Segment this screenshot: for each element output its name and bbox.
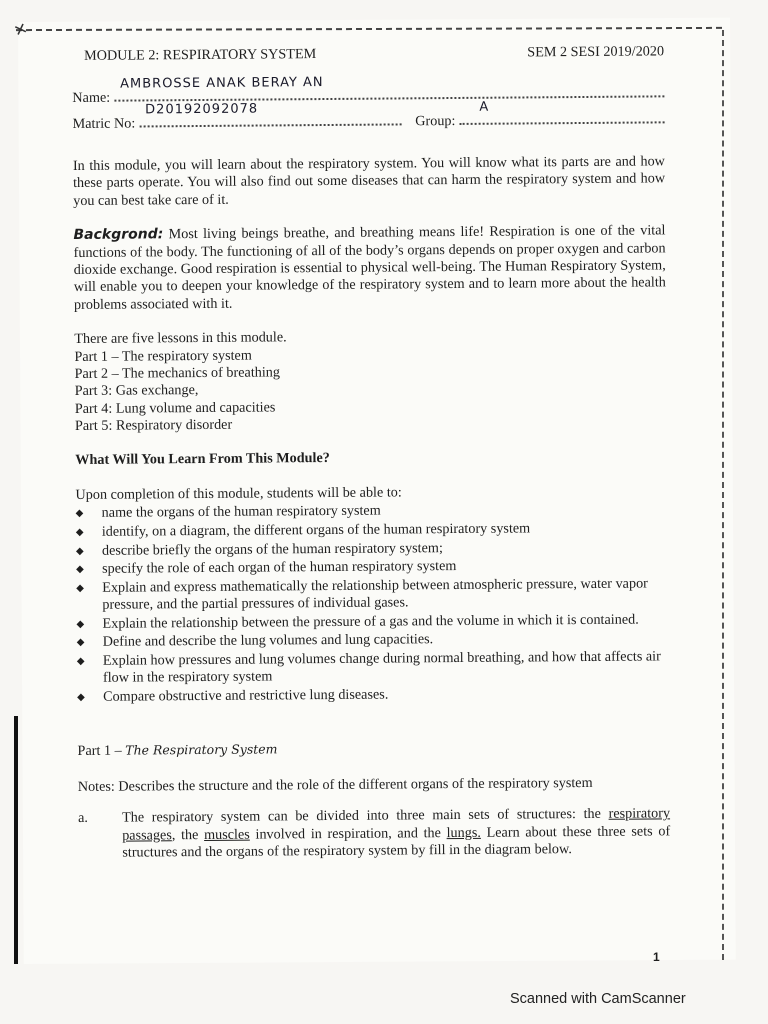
matric-label: Matric No: [72, 115, 136, 132]
perforated-right-edge [722, 30, 724, 960]
underlined-term: lungs. [446, 824, 481, 841]
lessons-intro: There are five lessons in this module. [74, 329, 287, 348]
lesson-item: Part 5: Respiratory disorder [74, 416, 233, 435]
objective-item: ◆ Define and describe the lung volumes and lung capacities. [76, 631, 434, 651]
intro-paragraph: In this module, you will learn about the respiratory system. You will know what its parts are and how these parts operate. You will also find out some diseases that can harm the respiratory system and how you can best take care of it. [72, 153, 666, 209]
objective-item: ◆ specify the role of each organ of the human respiratory system [76, 558, 457, 577]
matric-handwritten-value: D20192092078 [145, 101, 259, 118]
part1-item-a [78, 805, 670, 862]
part1-title: The Respiratory System [125, 741, 278, 758]
lesson-item: Part 2 – The mechanics of breathing [74, 364, 281, 383]
objective-item: ◆ identify, on a diagram, the different organs of the human respiratory system [75, 520, 531, 540]
name-handwritten-value: AMBROSSE ANAK BERAY AN [120, 75, 324, 92]
page-number: 1 [653, 950, 660, 964]
objective-item: ◆ Compare obstructive and restrictive lung diseases. [77, 686, 389, 705]
objective-item: ◆ name the organs of the human respiratory system [75, 502, 381, 522]
scan-shadow-edge [14, 716, 18, 964]
diamond-bullet-icon: ◆ [76, 582, 84, 594]
part1-notes: Notes: Describes the structure and the role of the different organs of the respiratory system [77, 774, 593, 795]
group-handwritten-value: A [479, 99, 490, 115]
diamond-bullet-icon: ◆ [77, 691, 85, 703]
part1-title-row [77, 738, 669, 761]
lessons-list [74, 327, 667, 436]
matric-line [139, 101, 401, 127]
group-line [459, 99, 664, 125]
diamond-bullet-icon: ◆ [75, 545, 84, 557]
objective-item: ◆ describe briefly the organs of the human respiratory system; [75, 539, 443, 559]
group-label: Group: [415, 112, 456, 130]
name-line [114, 75, 664, 101]
semester-label: SEM 2 SESI 2019/2020 [527, 43, 665, 61]
diamond-bullet-icon: ◆ [75, 526, 84, 538]
module-header [72, 43, 664, 72]
learn-heading: What Will You Learn From This Module? [75, 449, 330, 468]
background-paragraph [73, 223, 666, 315]
diamond-bullet-icon: ◆ [75, 508, 84, 520]
objective-item: ◆ Explain how pressures and lung volumes change during normal breathing, and how that affects air flow in the respiratory system [76, 648, 661, 687]
background-text: Most living beings breathe, and breathing means life! Respiration is one of the vital functions of the body. The functioning of all of the body’s organs depends on proper oxygen and carbon dioxide exchange. Good respiration is essential to physical well-being. The Human Respiratory System, will enable you to deepen your knowledge of the respiratory system and to learn more about the health problems associated with it. [73, 222, 666, 313]
lesson-item: Part 4: Lung volume and capacities [74, 399, 276, 417]
objectives-list [76, 501, 670, 707]
learn-intro: Upon completion of this module, students will be able to: [75, 484, 402, 503]
pen-mark-icon: ✕ [11, 18, 31, 41]
background-label: Backgrond: [73, 226, 164, 244]
item-letter: a. [77, 810, 88, 827]
diamond-bullet-icon: ◆ [76, 637, 85, 649]
diamond-bullet-icon: ◆ [76, 655, 85, 667]
objective-item: ◆ Explain and express mathematically the relationship between atmospheric pressure, water vapor pressure, and the partial pressures of individual gases. [76, 575, 648, 613]
part1-prefix: Part 1 – [77, 742, 126, 760]
diamond-bullet-icon: ◆ [76, 564, 84, 576]
lesson-item: Part 1 – The respiratory system [74, 347, 252, 365]
diamond-bullet-icon: ◆ [76, 618, 85, 630]
underlined-term: respiratory passages [122, 805, 671, 844]
name-label: Name: [72, 89, 111, 106]
camscanner-watermark: Scanned with CamScanner [510, 991, 686, 1007]
underlined-term: muscles [204, 826, 250, 843]
item-a-text: The respiratory system can be divided into three main sets of structures: the respiratory passages, the muscles involved in respiration, and the lungs. Learn about these three sets of structures and the organs of the respiratory system by fill in the diagram below. [121, 805, 671, 861]
document-body [72, 43, 670, 862]
lesson-item: Part 3: Gas exchange, [74, 382, 199, 400]
module-title: MODULE 2: RESPIRATORY SYSTEM [83, 46, 317, 64]
matric-group-row [72, 99, 665, 138]
objective-item: ◆ Explain the relationship between the pressure of a gas and the volume in which it is contained. [76, 611, 639, 632]
